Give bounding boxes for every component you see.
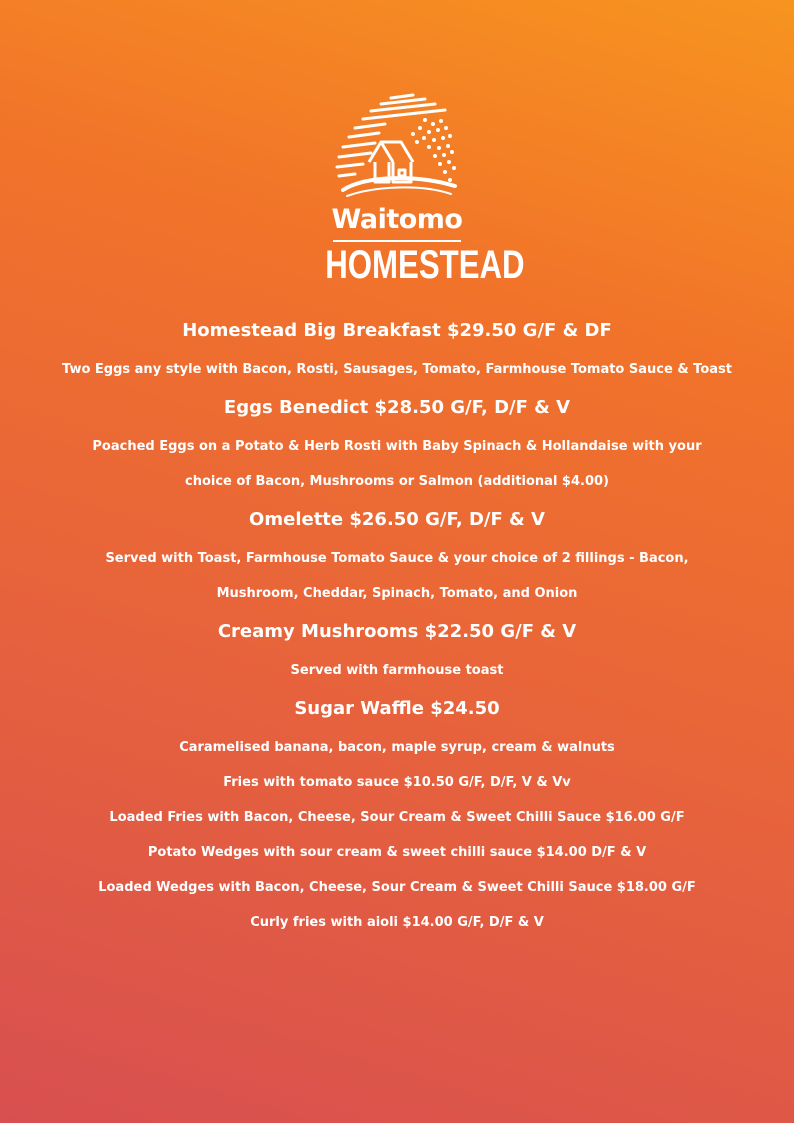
menu-item-title: Omelette $26.50 G/F, D/F & V (249, 509, 545, 530)
menu-item-description: Two Eggs any style with Bacon, Rosti, Sausages, Tomato, Farmhouse Tomato Sauce & Toast (62, 362, 732, 377)
farmhouse-on-hill-icon (325, 90, 467, 202)
menu-item-title: Eggs Benedict $28.50 G/F, D/F & V (223, 397, 571, 418)
menu-list (60, 310, 734, 940)
extras-item: Fries with tomato sauce $10.50 G/F, D/F, V & Vv (223, 775, 571, 790)
menu-item-description: Served with farmhouse toast (290, 663, 504, 678)
menu-item-description: Poached Eggs on a Potato & Herb Rosti with Baby Spinach & Hollandaise with your choice of Bacon, Mushrooms or Salmon (additional $4.00) (92, 439, 702, 489)
menu-item-description: Caramelised banana, bacon, maple syrup, cream & walnuts (179, 740, 615, 755)
extras-item: Loaded Wedges with Bacon, Cheese, Sour Cream & Sweet Chilli Sauce $18.00 G/F (98, 880, 696, 895)
menu-item-title: Creamy Mushrooms $22.50 G/F & V (217, 621, 577, 642)
extras-item: Potato Wedges with sour cream & sweet chilli sauce $14.00 D/F & V (147, 845, 647, 860)
menu-item-description: Served with Toast, Farmhouse Tomato Sauce & your choice of 2 fillings - Bacon, Mushroom, Cheddar, Spinach, Tomato, and Onion (105, 551, 689, 601)
extras-item: Loaded Fries with Bacon, Cheese, Sour Cream & Sweet Chilli Sauce $16.00 G/F (109, 810, 685, 825)
logo-divider (333, 240, 461, 242)
extras-item: Curly fries with aioli $14.00 G/F, D/F & V (250, 915, 544, 930)
menu-item-title: Homestead Big Breakfast $29.50 G/F & DF (182, 320, 612, 341)
brand-logo (305, 90, 525, 300)
logo-homestead-text: HOMESTEAD (325, 243, 525, 287)
logo-waitomo-text: Waitomo (331, 204, 463, 235)
menu-item-title: Sugar Waffle $24.50 (294, 698, 500, 719)
